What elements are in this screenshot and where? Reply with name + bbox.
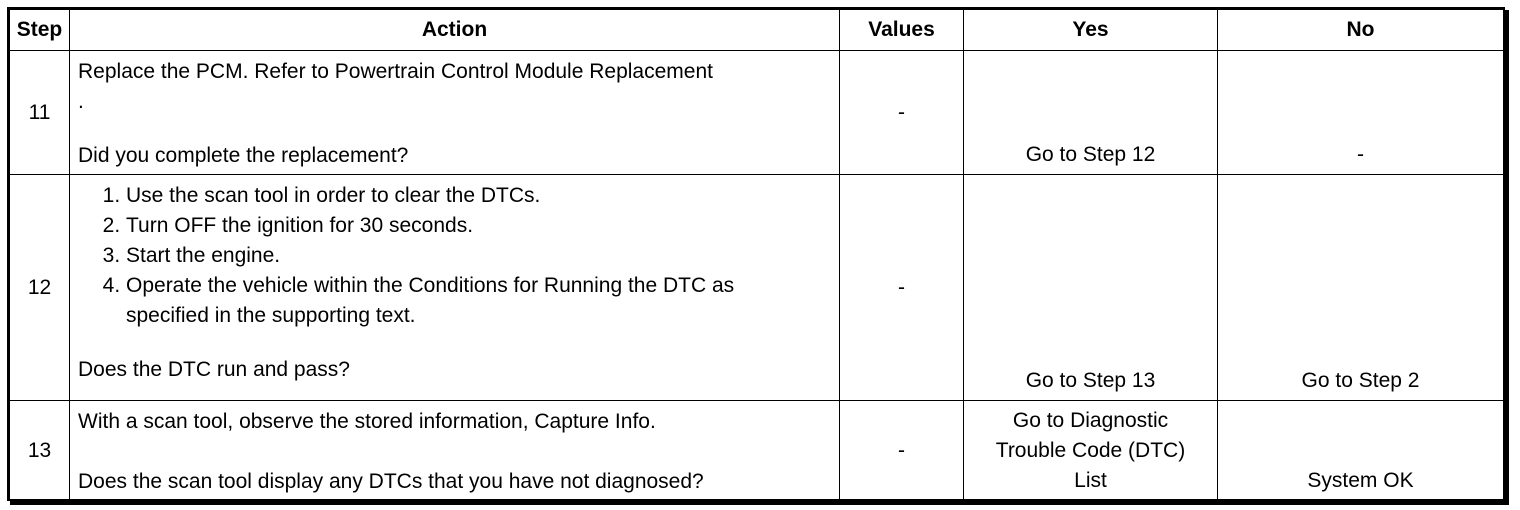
table-row xyxy=(10,51,1504,175)
step-number: 13 xyxy=(10,401,70,501)
action-cell xyxy=(70,401,840,501)
action-steps-list xyxy=(78,181,831,331)
yes-cell xyxy=(964,401,1218,501)
no-link[interactable]: Go to Step 2 xyxy=(1301,369,1420,392)
header-row xyxy=(10,10,1504,51)
action-question: Does the DTC run and pass? xyxy=(78,358,350,381)
step-number: 11 xyxy=(10,51,70,175)
diagnostic-table-frame xyxy=(7,7,1505,501)
header-values: Values xyxy=(840,10,964,51)
yes-cell xyxy=(964,51,1218,175)
yes-link[interactable]: Go to Diagnostic Trouble Code (DTC) List xyxy=(995,409,1186,492)
no-cell: System OK xyxy=(1218,401,1504,501)
header-step: Step xyxy=(10,10,70,51)
header-yes: Yes xyxy=(964,10,1218,51)
yes-cell xyxy=(964,175,1218,401)
table-row xyxy=(10,401,1504,501)
list-item: 4. Operate the vehicle within the Conditions for Running the DTC as specified in the supporting text. xyxy=(126,271,831,331)
list-item: 2. Turn OFF the ignition for 30 seconds. xyxy=(126,211,831,241)
step-number: 12 xyxy=(10,175,70,401)
yes-link[interactable]: Go to Step 13 xyxy=(1025,369,1156,392)
header-no: No xyxy=(1218,10,1504,51)
action-question: Did you complete the replacement? xyxy=(78,144,409,167)
action-question: Does the scan tool display any DTCs that you have not diagnosed? xyxy=(78,470,704,493)
values-cell: - xyxy=(840,51,964,175)
list-item: 1. Use the scan tool in order to clear the DTCs. xyxy=(126,181,831,211)
action-cell xyxy=(70,51,840,175)
no-cell: - xyxy=(1218,51,1504,175)
action-text: With a scan tool, observe the stored information, Capture Info. xyxy=(78,410,656,433)
list-item: 3. Start the engine. xyxy=(126,241,831,271)
values-cell: - xyxy=(840,175,964,401)
yes-link[interactable]: Go to Step 12 xyxy=(1025,143,1156,166)
frame-shadow-bottom xyxy=(10,501,1509,505)
diagnostic-table xyxy=(9,9,1504,501)
table-row xyxy=(10,175,1504,401)
values-cell: - xyxy=(840,401,964,501)
action-text: . xyxy=(78,90,84,113)
action-cell xyxy=(70,175,840,401)
action-text: Replace the PCM. Refer to Powertrain Control Module Replacement xyxy=(78,60,713,83)
frame-shadow-right xyxy=(1505,10,1509,504)
header-action: Action xyxy=(70,10,840,51)
no-cell xyxy=(1218,175,1504,401)
